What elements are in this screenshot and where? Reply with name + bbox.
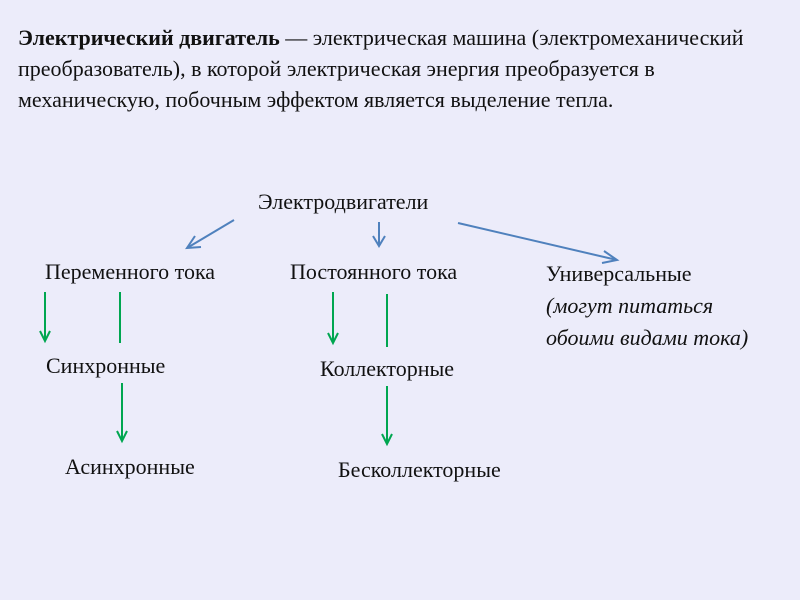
node-asynchronous: Асинхронные [65, 454, 195, 479]
node-universal-title: Универсальные [546, 261, 692, 286]
arrow-root-to-universal [458, 223, 617, 260]
definition-text: — электрическая машина (электромеханический преобразователь), в которой электрическая энергия преобразуется в механическую, побочным эффектом является выделение тепла. [18, 25, 744, 112]
node-universal-note: (могут питаться обоими видами тока) [546, 293, 749, 350]
node-dc: Постоянного тока [290, 259, 458, 284]
node-collector: Коллекторные [320, 356, 455, 381]
node-ac: Переменного тока [45, 259, 216, 284]
node-root: Электродвигатели [258, 189, 429, 214]
node-synchronous: Синхронные [46, 353, 166, 378]
arrow-root-to-ac [187, 220, 234, 248]
definition-term: Электрический двигатель [18, 25, 280, 50]
node-universal [546, 258, 776, 354]
node-brushless: Бесколлекторные [338, 457, 501, 482]
